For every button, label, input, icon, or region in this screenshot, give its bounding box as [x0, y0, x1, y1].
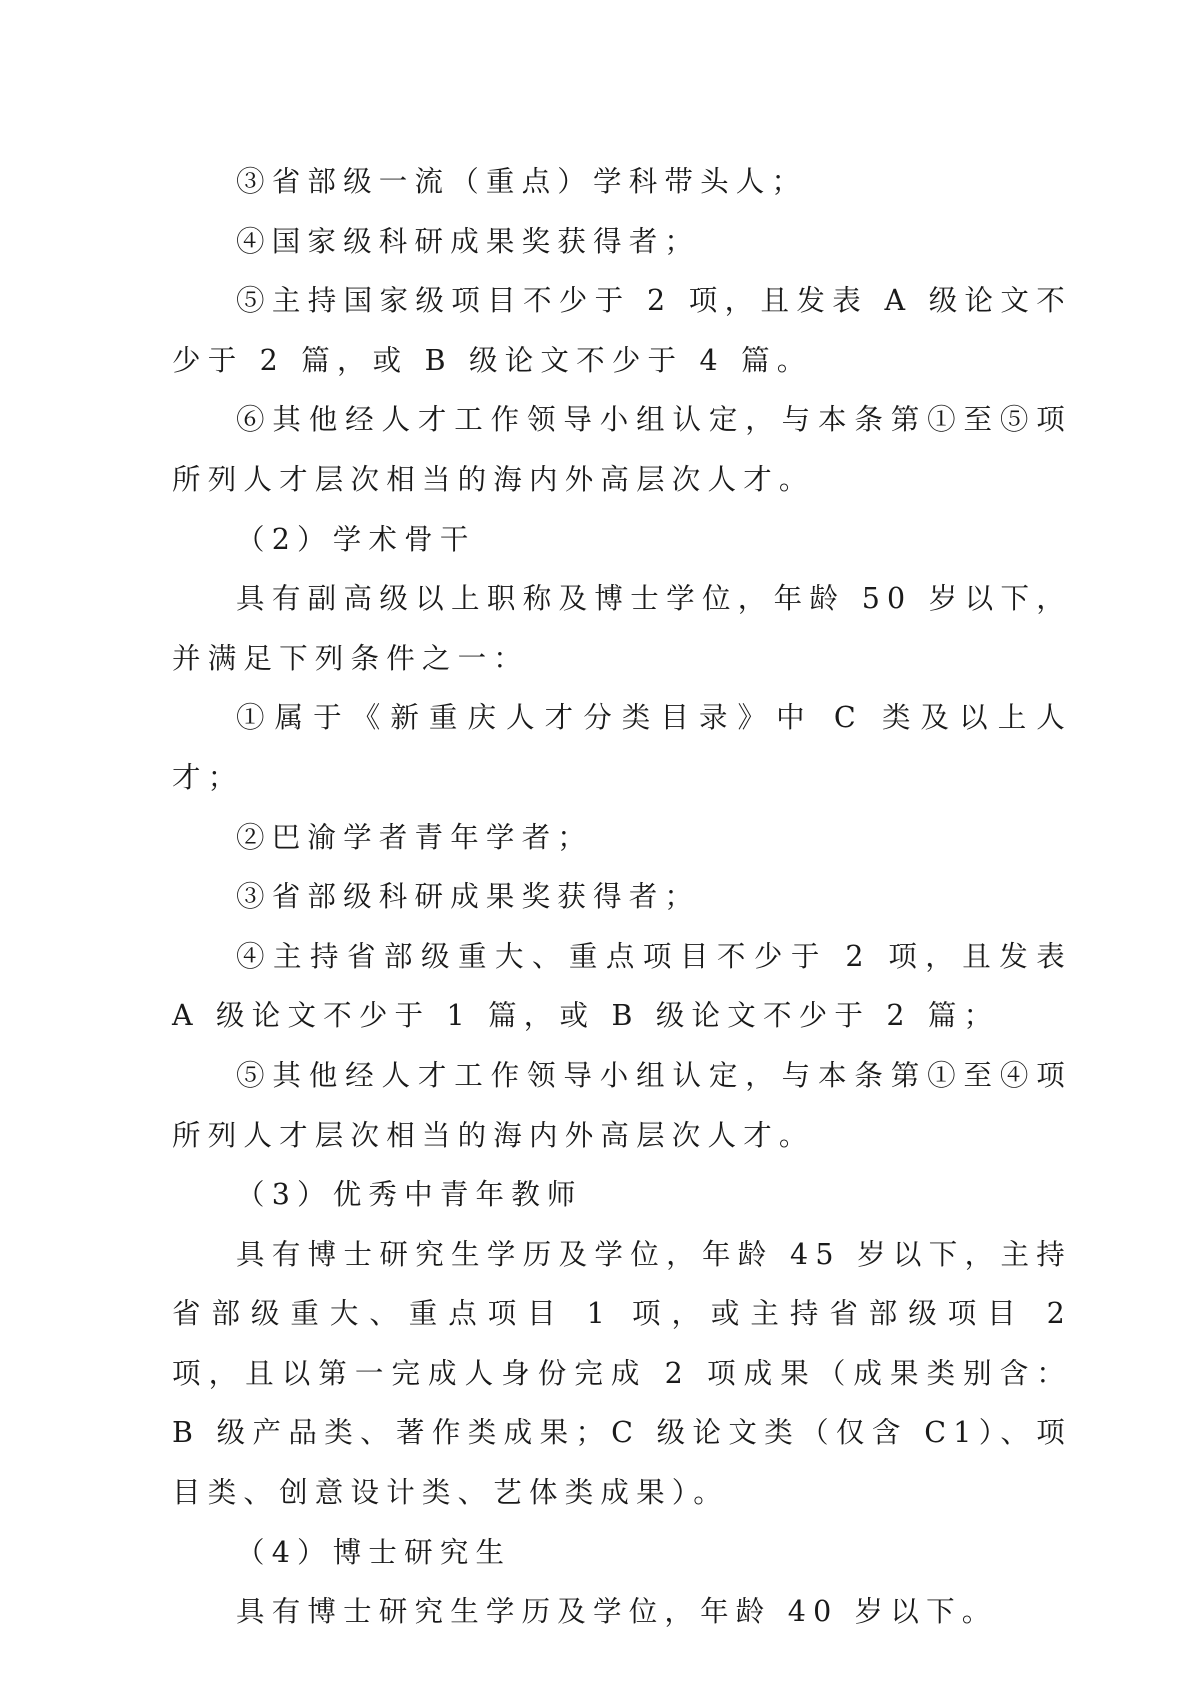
section-heading-phd: （4）博士研究生 — [236, 1535, 512, 1569]
item-5-national-projects: ⑤主持国家级项目不少于 2 项，且发表 A 级论文不少于 2 篇，或 B 级论文不少于 4 篇。 — [172, 284, 1072, 377]
young-teachers-requirements: 具有博士研究生学历及学位，年龄 45 岁以下，主持省部级重大、重点项目 1 项，或主持省部级项目 2 项，且以第一完成人身份完成 2 项成果（成果类别含：B 级产品类、著作类成果；C 级论文类（仅含 C1）、项目类、创意设计类、艺体类成果）。 — [172, 1237, 1072, 1510]
section-heading-academic-backbone: （2）学术骨干 — [236, 522, 476, 556]
backbone-item-5: ⑤其他经人才工作领导小组认定，与本条第①至④项所列人才层次相当的海内外高层次人才。 — [172, 1058, 1072, 1152]
backbone-item-3: ③省部级科研成果奖获得者； — [236, 880, 701, 914]
backbone-item-4: ④主持省部级重大、重点项目不少于 2 项，且发表 A 级论文不少于 1 篇，或 B 级论文不少于 2 篇； — [172, 939, 1072, 1033]
phd-requirements: 具有博士研究生学历及学位，年龄 40 岁以下。 — [236, 1595, 998, 1629]
item-3-discipline-leader: ③省部级一流（重点）学科带头人； — [236, 165, 808, 198]
backbone-item-2: ②巴渝学者青年学者； — [236, 820, 594, 854]
section-heading-young-teachers: （3）优秀中青年教师 — [236, 1178, 583, 1212]
academic-backbone-requirements: 具有副高级以上职称及博士学位，年龄 50 岁以下，并满足下列条件之一： — [172, 582, 1072, 675]
item-4-national-award: ④国家级科研成果奖获得者； — [236, 224, 701, 258]
item-6-other-talent: ⑥其他经人才工作领导小组认定，与本条第①至⑤项所列人才层次相当的海内外高层次人才。 — [172, 403, 1072, 496]
backbone-item-1: ①属于《新重庆人才分类目录》中 C 类及以上人才； — [172, 701, 1072, 794]
document-body — [172, 152, 1072, 1642]
